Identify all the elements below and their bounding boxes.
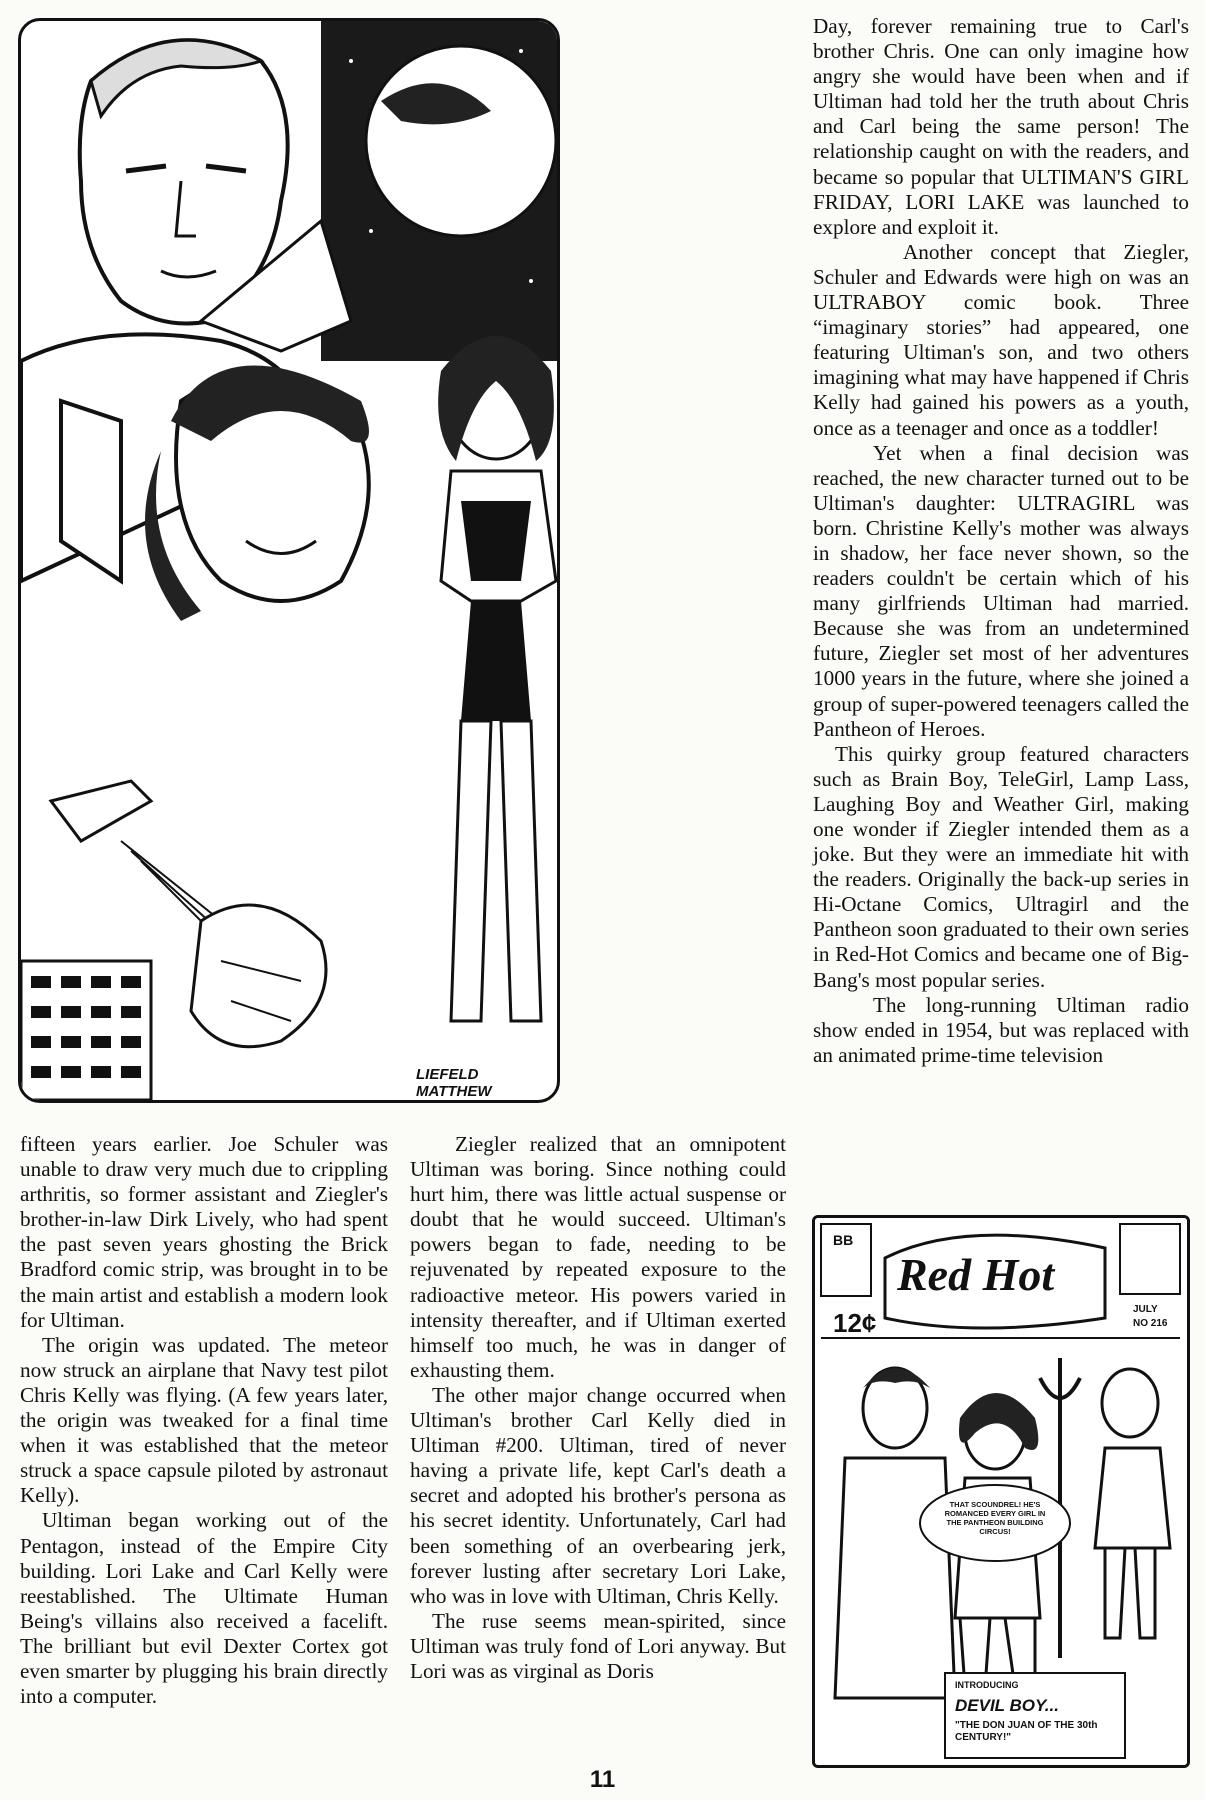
red-hot-comic-cover bbox=[812, 1215, 1190, 1768]
issue-month: JULY bbox=[1133, 1304, 1158, 1315]
paragraph: The ruse seems mean-spirited, since Ultiman was truly fond of Lori anyway. But Lori was as virginal as Doris bbox=[410, 1608, 786, 1683]
paragraph: The origin was updated. The meteor now struck an airplane that Navy test pilot Chris Kelly was flying. (A few years later, the origin was tweaked for a final time when it was established that the meteor struck a space capsule piloted by astronaut Kelly). bbox=[20, 1332, 388, 1508]
paragraph: Ziegler realized that an omnipotent Ultiman was boring. Since nothing could hurt him, there was little actual suspense or doubt that he would succeed. Ultiman's powers began to fade, needing to be rejuvenated by repeated exposure to the radioactive meteor. His powers varied in intensity thereafter, and if Ultiman exerted himself too much, he was in danger of exhausting them. bbox=[410, 1132, 786, 1382]
cover-title: Red Hot bbox=[897, 1249, 1055, 1300]
paragraph: Ultiman began working out of the Pentagon, instead of the Empire City building. Lori Lake and Carl Kelly were reestablished. The Ultimate Human Being's villains also received a facelift. The brilliant but evil Dexter Cortex got even smarter by plugging his brain directly into a computer. bbox=[20, 1508, 388, 1709]
paragraph: Another concept that Ziegler, Schuler and Edwards were high on was an ULTRABOY comic book. Three “imaginary stories” had appeared, one featuring Ultiman's son, and two others imagining what may have happened if Chris Kelly had gained his powers as a youth, once as a teenager and once as a toddler! bbox=[813, 239, 1189, 440]
artist-signature: LIEFELD MATTHEW bbox=[416, 1066, 492, 1100]
page-number: 11 bbox=[589, 1766, 616, 1793]
paragraph: Day, forever remaining true to Carl's brother Chris. One can only imagine how angry she would have been when and if Ultiman had told her the truth about Chris and Carl being the same person! The relationship caught on with the readers, and became so popular that ULTIMAN'S GIRL FRIDAY, LORI LAKE was launched to explore and exploit it. bbox=[813, 14, 1189, 239]
article-column-right bbox=[813, 14, 1189, 1068]
cover-price: 12¢ bbox=[833, 1308, 877, 1338]
cover-caption-name: DEVIL BOY... bbox=[955, 1696, 1059, 1715]
cover-caption-top: INTRODUCING bbox=[955, 1680, 1019, 1690]
issue-number: NO 216 bbox=[1133, 1318, 1168, 1329]
article-column-left bbox=[20, 1132, 388, 1709]
article-column-middle bbox=[410, 1132, 786, 1684]
publisher-logo: BB bbox=[833, 1232, 854, 1248]
paragraph: Yet when a final decision was reached, the new character turned out to be Ultiman's daughter: ULTRAGIRL was born. Christine Kelly's mother was always in shadow, her face never shown, so the readers couldn't be certain which of his many girlfriends Ultiman had married. Because she was from an undetermined future, Ziegler set most of her adventures 1000 years in the future, where she joined a group of super-powered teenagers called the Pantheon of Heroes. bbox=[813, 440, 1189, 741]
main-illustration bbox=[18, 18, 560, 1103]
speech-balloon: THAT SCOUNDREL! HE'S ROMANCED EVERY GIRL IN THE PANTHEON BUILDING CIRCUS! bbox=[944, 1500, 1046, 1536]
ultiman-ultragirl-illustration-icon bbox=[21, 21, 557, 1100]
paragraph: fifteen years earlier. Joe Schuler was unable to draw very much due to crippling arthritis, so former assistant and Ziegler's brother-in-law Dirk Lively, who had spent the past seven years ghosting the Brick Bradford comic strip, was brought in to be the main artist and establish a modern look for Ultiman. bbox=[20, 1132, 388, 1332]
cover-caption-sub: "THE DON JUAN OF THE 30th CENTURY!" bbox=[955, 1720, 1098, 1743]
paragraph: The other major change occurred when Ultiman's brother Carl Kelly died in Ultiman #200. Ultiman, tired of never having a private life, kept Carl's death a secret and adopted his brother's persona as his secret identity. Unfortunately, Carl had been something of an overbearing jerk, forever lusting after secretary Lori Lake, who was in love with Ultiman, Chris Kelly. bbox=[410, 1382, 786, 1608]
paragraph: This quirky group featured characters such as Brain Boy, TeleGirl, Lamp Lass, Laughing Boy and Weather Girl, making one wonder if Ziegler intended them as a joke. But they were an immediate hit with the readers. Originally the back-up series in Hi-Octane Comics, Ultragirl and the Pantheon soon graduated to their own series in Red-Hot Comics and became one of Big-Bang's most popular series. bbox=[813, 741, 1189, 992]
paragraph: The long-running Ultiman radio show ended in 1954, but was replaced with an animated prime-time television bbox=[813, 992, 1189, 1067]
